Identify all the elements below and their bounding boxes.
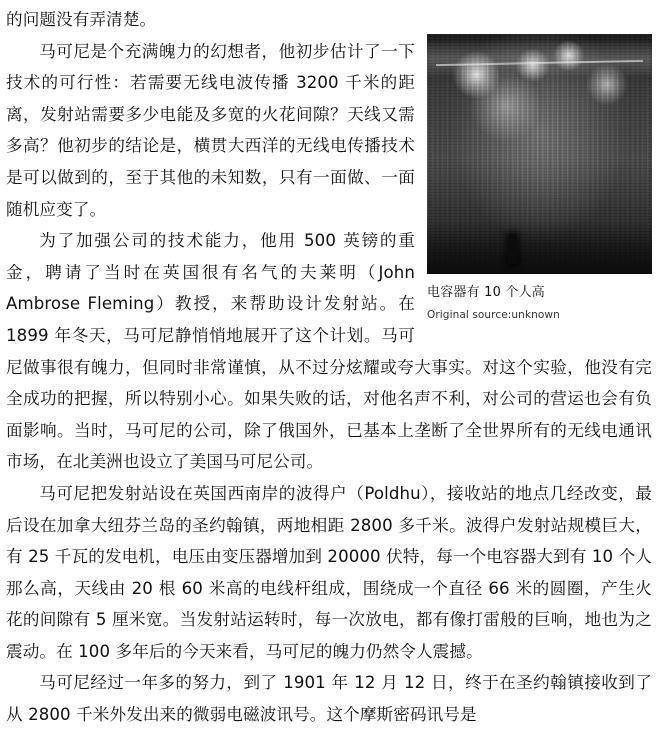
paragraph-1: 马可尼是个充满魄力的幻想者，他初步估计了一下技术的可行性：若需要无线电波传播 3200 千米的距离，发射站需要多少电能及多宽的火花间隙？天线又需多高？他初步的结论是，横贯大西洋的无线电传播技术是可以做到的，至于其他的未知数，只有一面做、一面随机应变了。 <box>6 41 415 219</box>
figure-caption: 电容器有 10 个人高 <box>427 285 546 300</box>
paragraph-0: 的问题没有弄清楚。 <box>6 10 157 29</box>
paragraph-3: 马可尼把发射站设在英国西南岸的波得户（Poldhu），接收站的地点几经改变，最后设在加拿大纽芬兰岛的圣约翰镇，两地相距 2800 多千米。波得户发射站规模巨大，有 25 千瓦的发电机，电压由变压器增加到 20000 伏特，每一个电容器大到有 10 个人那么高，天线由 20 根 60 米高的电线杆组成，围绕成一个直径 66 米的圆圈，产生火花的间隙有 5 厘米宽。当发射站运转时，每一次放电，都有像打雷般的巨响，地也为之震动。在 100 多年后的今天来看，马可尼的魄力仍然令人震撼。 <box>6 483 652 661</box>
paragraph-2: 为了加强公司的技术能力，他用 500 英镑的重金，聘请了当时在英国很有名气的夫莱明（John Ambrose Fleming）教授，来帮助设计发射站。在 1899 年冬天，马可尼静悄悄地展开了这个计划。马可尼做事很有魄力，但同时非常谨慎，从不过分炫耀或夸大事实。对这个实验，他没有完全成功的把握，所以特别小心。如果失败的话，对他名声不利，对公司的营运也会有负面影响。当时，马可尼的公司，除了俄国外，已基本上垄断了全世界所有的无线电通讯市场，在北美洲也设立了美国马可尼公司。 <box>6 231 652 472</box>
figure-image <box>427 34 652 274</box>
photo-person-silhouette <box>508 234 517 264</box>
figure-block <box>427 34 652 322</box>
paragraph-4: 马可尼经过一年多的努力，到了 1901 年 12 月 12 日，终于在圣约翰镇接收到了从 2800 千米外发出来的微弱电磁波讯号。这个摩斯密码讯号是 <box>6 673 652 725</box>
figure-source-note: Original source:unknown <box>427 309 560 321</box>
photo-floor-shadow <box>427 222 652 274</box>
